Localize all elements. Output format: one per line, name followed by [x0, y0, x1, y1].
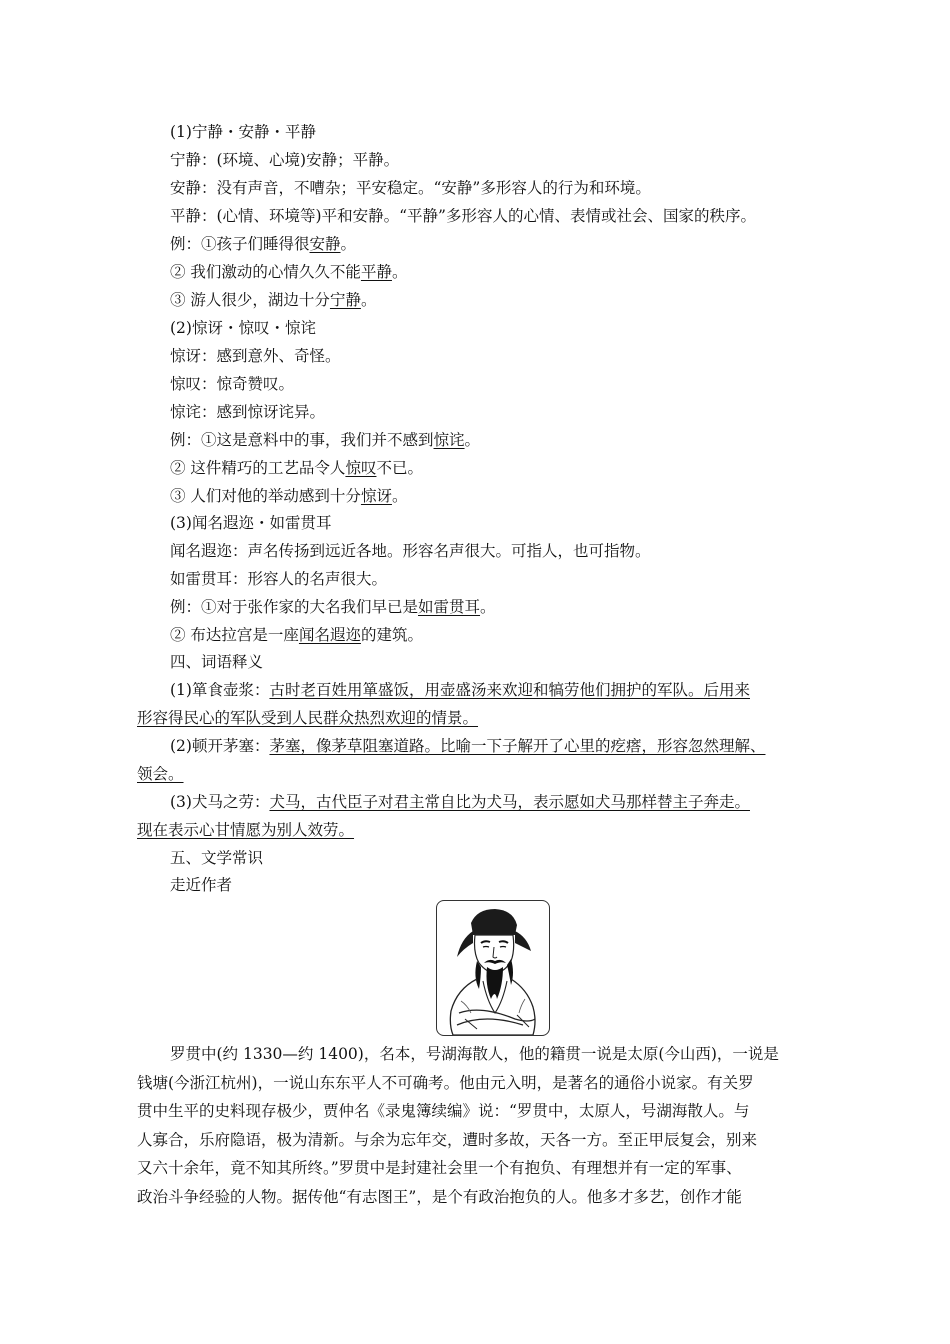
section-2-title: (2)惊讶・惊叹・惊诧: [170, 319, 316, 337]
definition-anjing: 安静：没有声音，不嘈杂；平安稳定。“安静”多形容人的行为和环境。: [170, 179, 651, 197]
example-answer: 惊讶: [360, 487, 392, 505]
portrait-drawing: [437, 901, 549, 1035]
definition-wenmingxiaer: 闻名遐迩：声名传扬到远近各地。形容名声很大。可指人，也可指物。: [170, 542, 651, 560]
paragraph-line: 钱塘(今浙江杭州)，一说山东东平人不可确考。他由元入明，是著名的通俗小说家。有关罗: [137, 1073, 754, 1092]
example-text: 。: [391, 263, 408, 281]
word-2-line-1: [170, 736, 765, 756]
example-text: 不已。: [376, 459, 423, 477]
example-text: 例：①对于张作家的大名我们早已是: [170, 598, 419, 616]
paragraph-line: 人寡合，乐府隐语，极为清新。与余为忘年交，遭时多故，天各一方。至正甲辰复会，别来: [137, 1130, 758, 1149]
example-text: ② 我们激动的心情久久不能: [170, 263, 361, 281]
paragraph-line: 政治斗争经验的人物。据传他“有志图王”，是个有政治抱负的人。他多才多艺，创作才能: [137, 1187, 742, 1206]
example-text: 。: [480, 598, 496, 616]
example-2-3: [170, 486, 407, 506]
section-4-heading: 四、词语释义: [170, 653, 264, 671]
word-meaning: 形容得民心的军队受到人民群众热烈欢迎的情景。: [137, 709, 479, 727]
definition-ningjing: 宁静：(环境、心境)安静；平静。: [170, 151, 400, 169]
example-text: ② 这件精巧的工艺品令人: [170, 459, 346, 477]
paragraph-line: 罗贯中(约 1330—约 1400)，名本，号湖海散人，他的籍贯一说是太原(今山西)，一说是: [170, 1045, 779, 1063]
definition-jingtan: 惊叹：惊奇赞叹。: [170, 375, 295, 393]
definition-ruleiguaner: 如雷贯耳：形容人的名声很大。: [170, 570, 388, 588]
word-meaning: 现在表示心甘情愿为别人效劳。: [137, 821, 355, 839]
author-portrait: [436, 900, 550, 1036]
definition-pingjing: 平静：(心情、环境等)平和安静。“平静”多形容人的心情、表情或社会、国家的秩序。: [170, 207, 756, 225]
example-text: 例：①孩子们睡得很: [170, 235, 310, 253]
example-text: ③ 人们对他的举动感到十分: [170, 487, 361, 505]
word-meaning: 领会。: [137, 765, 184, 783]
example-answer: 如雷贯耳: [418, 598, 481, 616]
example-text: 。: [391, 487, 408, 505]
word-1-line-1: [170, 680, 750, 700]
example-answer: 惊诧: [433, 431, 465, 449]
definition-jingya: 惊讶：感到意外、奇怪。: [170, 347, 341, 365]
example-answer: 安静: [309, 235, 341, 253]
word-label: (1)箪食壶浆：: [170, 681, 270, 699]
example-3-2: [170, 625, 423, 645]
example-answer: 惊叹: [345, 459, 377, 477]
example-1-3: [170, 290, 376, 310]
example-text: 的建筑。: [360, 626, 423, 644]
example-3-1: [170, 597, 496, 617]
word-meaning: 茅塞，像茅草阻塞道路。比喻一下子解开了心里的疙瘩，形容忽然理解、: [269, 737, 766, 755]
example-answer: 平静: [360, 263, 392, 281]
author-subheading: 走近作者: [170, 876, 233, 894]
word-3-line-2: [137, 820, 354, 840]
example-2-1: [170, 430, 480, 450]
example-text: 。: [464, 431, 481, 449]
word-label: (3)犬马之劳：: [170, 793, 270, 811]
example-2-2: [170, 458, 423, 478]
word-meaning: 古时老百姓用箪盛饭，用壶盛汤来欢迎和犒劳他们拥护的军队。后用来: [269, 681, 750, 699]
section-3-title: (3)闻名遐迩・如雷贯耳: [170, 514, 332, 532]
definition-jingcha: 惊诧：感到惊讶诧异。: [170, 403, 326, 421]
example-text: 例：①这是意料中的事，我们并不感到: [170, 431, 434, 449]
example-1-1: [170, 234, 356, 254]
example-text: ② 布达拉宫是一座: [170, 626, 299, 644]
word-2-line-2: [137, 764, 184, 784]
paragraph-line: 又六十余年，竟不知其所终。”罗贯中是封建社会里一个有抱负、有理想并有一定的军事、: [137, 1159, 742, 1177]
paragraph-line: 贯中生平的史料现存极少，贾仲名《录鬼簿续编》说：“罗贯中，太原人，号湖海散人。与: [137, 1102, 750, 1120]
section-1-title: (1)宁静・安静・平静: [170, 123, 316, 141]
author-paragraph: [137, 1040, 817, 1211]
example-text: 。: [360, 291, 377, 309]
example-answer: 闻名遐迩: [298, 626, 361, 644]
example-text: ③ 游人很少，湖边十分: [170, 291, 330, 309]
example-text: 。: [340, 235, 357, 253]
example-answer: 宁静: [329, 291, 361, 309]
section-5-heading: 五、文学常识: [170, 849, 264, 867]
example-1-2: [170, 262, 407, 282]
word-label: (2)顿开茅塞：: [170, 737, 270, 755]
word-meaning: 犬马，古代臣子对君主常自比为犬马，表示愿如犬马那样替主子奔走。: [269, 793, 750, 811]
word-1-line-2: [137, 708, 478, 728]
word-3-line-1: [170, 792, 750, 812]
